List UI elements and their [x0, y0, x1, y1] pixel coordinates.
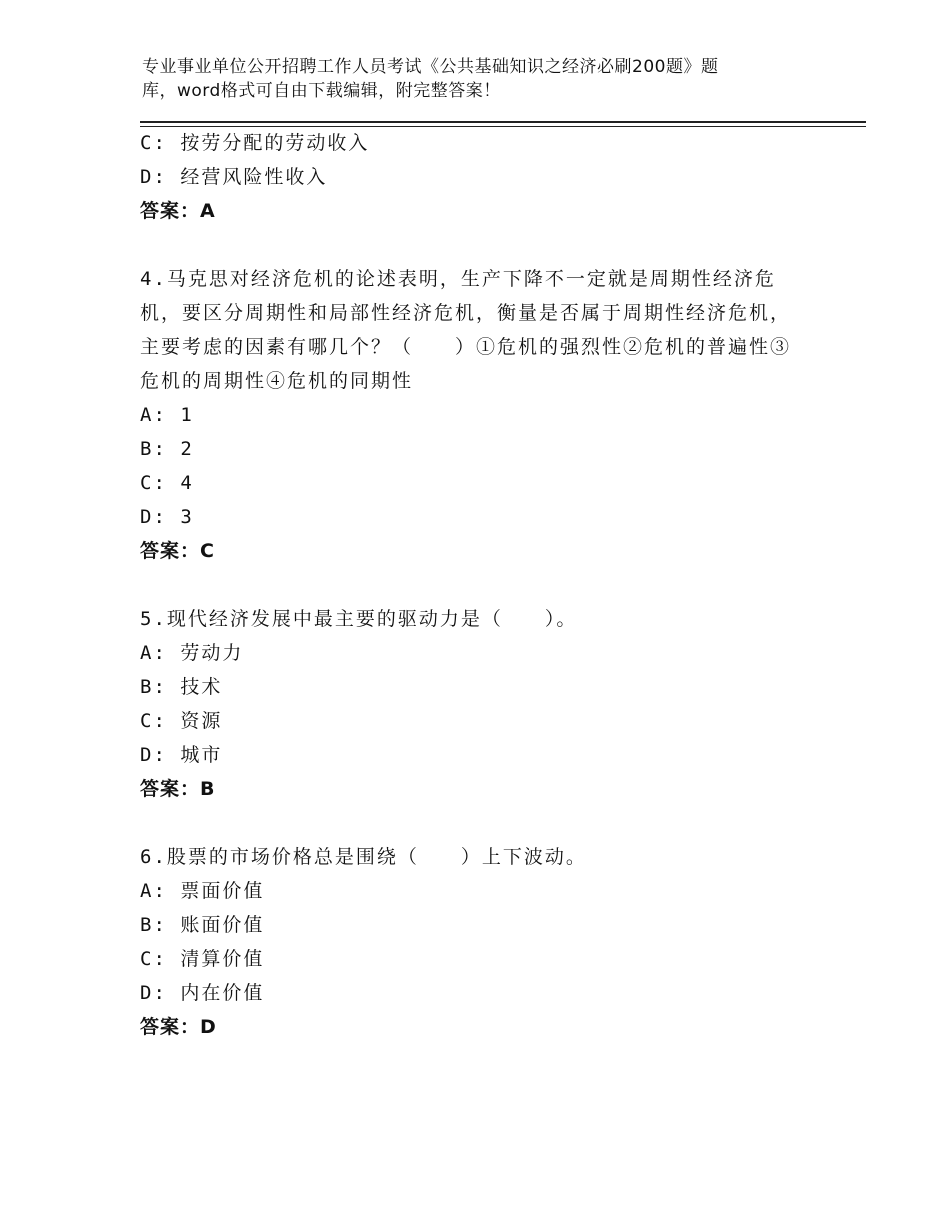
option-c: C: 清算价值	[140, 948, 265, 970]
option-c: C: 4	[140, 472, 194, 494]
question-3-tail	[140, 126, 860, 228]
option-a: A: 票面价值	[140, 880, 265, 902]
option-d: D: 经营风险性收入	[140, 166, 328, 188]
option-d: D: 内在价值	[140, 982, 265, 1004]
question-5	[140, 602, 860, 806]
document-header	[142, 55, 782, 103]
option-a: A: 1	[140, 404, 194, 426]
document-body	[140, 126, 860, 1044]
spacer	[140, 228, 860, 262]
option-b: B: 技术	[140, 676, 223, 698]
option-d: D: 3	[140, 506, 194, 528]
question-6	[140, 840, 860, 1044]
header-title-line-1: 专业事业单位公开招聘工作人员考试《公共基础知识之经济必刷200题》题	[142, 57, 719, 77]
answer: 答案：D	[140, 1016, 217, 1038]
answer: 答案：A	[140, 200, 216, 222]
option-c: C: 资源	[140, 710, 223, 732]
question-stem: 4.马克思对经济危机的论述表明，生产下降不一定就是周期性经济危机，要区分周期性和局部性经济危机，衡量是否属于周期性经济危机，主要考虑的因素有哪几个？（ ）①危机的强烈性②危机的普遍性③危机的周期性④危机的同期性	[140, 268, 792, 392]
spacer	[140, 568, 860, 602]
answer: 答案：C	[140, 540, 215, 562]
option-b: B: 2	[140, 438, 194, 460]
option-d: D: 城市	[140, 744, 223, 766]
option-b: B: 账面价值	[140, 914, 265, 936]
spacer	[140, 806, 860, 840]
answer: 答案：B	[140, 778, 216, 800]
header-title-line-2: 库，word格式可自由下载编辑，附完整答案！	[142, 81, 501, 101]
question-stem: 5.现代经济发展中最主要的驱动力是（ ）。	[140, 608, 578, 630]
option-c: C: 按劳分配的劳动收入	[140, 132, 370, 154]
question-stem: 6.股票的市场价格总是围绕（ ）上下波动。	[140, 846, 587, 868]
question-4	[140, 262, 860, 568]
option-a: A: 劳动力	[140, 642, 244, 664]
